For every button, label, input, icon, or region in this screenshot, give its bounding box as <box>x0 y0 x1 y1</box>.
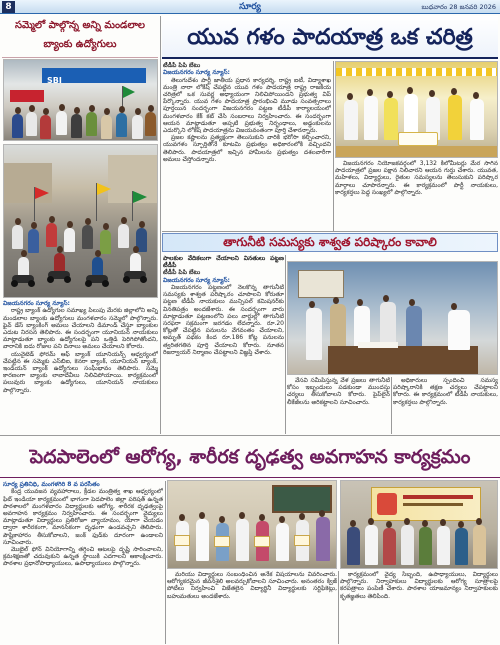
left-story-dateline: విజయనగరం సూర్య న్యూస్: <box>3 300 70 307</box>
health-story-below-photo-left <box>167 571 337 644</box>
cake <box>398 132 438 146</box>
photo-students-certificates <box>167 480 337 569</box>
paragraph: కార్యక్రమంలో వైద్య సిబ్బంది, ఉపాధ్యాయులు, విద్యార్థులు పాల్గొన్నారు. నిర్వాహకులు విద్యార్థులకు ఆరోగ్య సూత్రాలపై కరపత్రాలు పంపిణీ చేశారు. పాఠశాల యాజమాన్యం నిర్వాహకులకు కృతజ్ఞతలు తెలిపింది. <box>340 571 498 600</box>
story-separator <box>0 435 500 436</box>
student-figure <box>236 519 249 561</box>
lead-story-body <box>163 62 331 230</box>
water-story-below-photo-right <box>393 377 498 434</box>
person-figure <box>347 527 360 565</box>
issue-date: బుధవారం 28 జనవరి 2026 <box>421 3 496 11</box>
person-figure <box>40 115 51 139</box>
person-figure <box>86 112 97 136</box>
paragraph: మరియు విద్యార్థులు సంబంధించిన అనేక విషయాలను వివరించారు. ఆరోగ్యకరమైన జీవనశైలి అలవర్చుకోవాలని సూచించారు. అనంతరం క్విజ్ పోటీలు నిర్వహించి విజేతలైన విద్యార్థినీ విద్యార్థులకు సర్టిఫికెట్లు, బహుమతులు అందజేశారు. <box>167 571 337 600</box>
paragraph: తెలుగుదేశం పార్టీ జాతీయ ప్రధాన కార్యదర్శి, రాష్ట్ర ఐటీ, విద్యాశాఖ మంత్రి నారా లోకేష్ చేపట్టిన యువ గళం పాదయాత్ర రాష్ట్ర రాజకీయ చరిత్రలో ఒక సువర్ణ అధ్యాయంగా నిలిచిపోయిందని ప్రభుత్వ విప్ పేర్కొన్నారు. యువ గళం పాదయాత్ర ప్రారంభించి మూడు సంవత్సరాలు పూర్తయిన సందర్భంగా విజయనగరం పట్టణ టీడీపీ కార్యాలయంలో మంగళవారం కేక్ కట్ చేసి సంబరాలు నిర్వహించారు. ఈ సందర్భంగా ఆయన మాట్లాడుతూ అప్పటి ప్రభుత్వ నిర్బంధాలు, అడ్డంకులను ఎదుర్కొని లోకేష్ పాదయాత్రను విజయవంతంగా పూర్తి చేశారన్నారు. <box>163 76 331 135</box>
person-figure <box>401 525 414 565</box>
motorcycle <box>48 271 70 279</box>
seated-official-figure <box>448 310 470 350</box>
health-story-body <box>3 481 163 644</box>
bank-signboard-text: SBI <box>47 76 62 85</box>
union-flag <box>123 86 135 98</box>
person-figure <box>28 229 39 253</box>
column-rule <box>333 61 334 231</box>
paragraph: యునైటెడ్ ఫోరమ్ ఆఫ్ బ్యాంక్ యూనియన్స్ ఆధ్వర్యంలో చేపట్టిన ఈ సమ్మెకు ఎస్‌బిఐ, కెనరా బ్యాంక్, యూనియన్ బ్యాంక్, ఇండియన్ బ్యాంక్ ఉద్యోగులు సంఘీభావం తెలిపారు. సమ్మె కారణంగా బ్యాంకు లావాదేవీలు నిలిచిపోయాయి. కార్యక్రమంలో పలువురు బ్యాంకు ఉద్యోగులు, యూనియన్ నాయకులు పాల్గొన్నారు. <box>3 350 158 394</box>
left-headline-line-2: బ్యాంకు ఉద్యోగులు <box>43 39 117 50</box>
column-rule <box>165 481 166 644</box>
person-figure <box>56 111 67 135</box>
motorcycle <box>86 275 108 283</box>
person-figure <box>437 526 450 565</box>
paragraph: ప్రజల కష్టాలను ప్రత్యక్షంగా తెలుసుకుని వారికి భరోసా కల్పించారని, యువగళం స్ఫూర్తితోనే కూటమి ప్రభుత్వం అధికారంలోకి వచ్చిందని తెలిపారు. పాదయాత్రలో ఇచ్చిన హామీలను ప్రభుత్వం దశలవారీగా అమలు చేస్తోందన్నారు. <box>163 134 331 163</box>
column-rule <box>338 571 339 644</box>
person-figure <box>26 112 37 136</box>
paragraph: వేసవి సమీపిస్తున్న వేళ ప్రజలు తాగునీటి కోసం ఇబ్బందులు పడకుండా ముందస్తు చర్యలు తీసుకోవాలని కోరారు. పైప్‌లైన్ లీకేజీలను అరికట్టాలని సూచించారు. <box>287 377 390 406</box>
certificate <box>214 536 230 547</box>
person-figure <box>383 528 396 565</box>
masthead <box>0 0 500 14</box>
person-figure <box>100 230 111 254</box>
paragraph: విజయనగరం పట్టణంలో నెలకొన్న తాగునీటి సమస్యకు శాశ్వత పరిష్కారం చూపాలని కోరుతూ పట్టణ టీడీపీ నాయకులు మున్సిపల్ కమిషనర్‌కు వినతిపత్రం అందజేశారు. ఈ సందర్భంగా వారు మాట్లాడుతూ పట్టణంలోని పలు వార్డుల్లో తాగునీటి సరఫరా సక్రమంగా జరగడం లేదన్నారు. రూ.20 కోట్లతో చేపట్టిన పనులను వేగవంతం చేయాలని, అమృత్ పథకం కింద రూ.186 కోట్ల పనులను త్వరితగతిన పూర్తి చేయాలని కోరారు. నూతన రిజర్వాయర్ నిర్మాణం చేపట్టాలని విజ్ఞప్తి చేశారు. <box>163 284 284 356</box>
health-story-below-photo-right <box>340 571 498 644</box>
motorcycle <box>12 275 34 283</box>
certificate <box>174 535 190 546</box>
photo-bike-rally <box>3 144 158 298</box>
column-rule <box>285 255 286 434</box>
column-rule <box>160 16 161 434</box>
person-figure <box>448 95 462 140</box>
water-story-below-photo-left <box>287 377 390 434</box>
paragraph: మొబైల్ ఫోన్ వినియోగాన్ని తగ్గించి ఆటలపై దృష్టి సారించాలని, క్రమశిక్షణతో చదువుకుని ఉన్నత స్థాయికి ఎదగాలని ఆకాంక్షించారు. పాఠశాల ప్రధానోపాధ్యాయులు, ఉపాధ్యాయులు పాల్గొన్నారు. <box>3 546 163 568</box>
person-figure <box>344 100 358 140</box>
water-story-body <box>163 255 284 434</box>
person-figure <box>365 525 378 565</box>
left-story-body <box>3 300 158 432</box>
photo-bank-protest <box>3 59 158 141</box>
person-figure <box>132 115 143 139</box>
water-story-kicker: టీడీపీ పిపి బేటు <box>163 269 201 277</box>
student-figure <box>276 523 289 561</box>
person-figure <box>46 223 57 247</box>
certificate <box>294 535 310 546</box>
person-figure <box>101 115 112 139</box>
banner-graphic <box>403 503 463 506</box>
person-figure <box>364 96 378 140</box>
blackboard <box>272 485 332 513</box>
person-figure <box>64 228 75 252</box>
water-story-headline: తాగునీటి సమస్యకు శాశ్వత పరిష్కారం కావాలి <box>162 233 498 252</box>
rally-flag <box>97 183 111 195</box>
left-story-headline <box>2 16 158 58</box>
bank-signboard <box>42 68 146 83</box>
water-story-subhead: పాలకుల వేదికలుగా చేయాలని వినతులు పట్టణ టీడీపీ <box>163 255 284 270</box>
person-figure <box>118 224 129 248</box>
rally-flag <box>133 191 147 203</box>
paragraph: కేంద్ర యువజన వ్యవహారాలు, క్రీడల మంత్రిత్వ శాఖ ఆధ్వర్యంలో ఫిట్ ఇండియా కార్యక్రమంలో భాగంగా పెదపాలెం జిల్లా పరిషత్ ఉన్నత పాఠశాలలో మంగళవారం విద్యార్థులకు ఆరోగ్య, శారీరక దృఢత్వంపై అవగాహన కార్యక్రమం నిర్వహించారు. ఈ సందర్భంగా వైద్యులు మాట్లాడుతూ విద్యార్థులు ప్రతిరోజూ వ్యాయామం, యోగా చేయడం ద్వారా శారీరకంగా, మానసికంగా దృఢంగా ఉండవచ్చని తెలిపారు. పౌష్టికాహారం తీసుకోవాలని, జంక్ ఫుడ్‌కు దూరంగా ఉండాలని సూచించారు. <box>3 488 163 546</box>
paper-name: సూర్య <box>239 2 261 12</box>
person-figure <box>473 525 486 565</box>
column-rule <box>391 377 392 434</box>
protest-banner <box>10 90 44 102</box>
wall-notice-board <box>298 270 344 298</box>
office-desk <box>328 346 478 375</box>
table <box>336 146 498 158</box>
person-figure <box>470 99 484 140</box>
person-figure <box>384 98 398 140</box>
person-figure <box>12 225 23 249</box>
photo-cake-cutting <box>335 61 498 158</box>
rally-flag <box>35 187 49 199</box>
health-story-dateline: సూర్య ప్రతినిధి, మంగళగిరి 8 వ పరసీతం <box>3 481 100 488</box>
teacher-figure <box>316 517 330 561</box>
paragraph: అధికారులు స్పందించి సమస్య పరిష్కారానికి తక్షణ చర్యలు చేపట్టాలని కోరారు. ఈ కార్యక్రమంలో టీడీపీ నాయకులు, కార్యకర్తలు పాల్గొన్నారు. <box>393 377 498 406</box>
left-headline-line-1: సమ్మెలో పాల్గొన్న అన్ని మండలాల <box>14 20 146 31</box>
person-figure <box>71 114 82 138</box>
person-figure <box>306 308 322 360</box>
water-story-dateline: విజయనగరం సూర్య న్యూస్: <box>163 276 230 284</box>
certificate <box>254 536 270 547</box>
person-figure <box>455 528 468 565</box>
lead-story-headline: యువ గళం పాదయాత్ర ఒక చరిత్ర <box>162 16 498 59</box>
paragraph: విజయనగరం నియోజకవర్గంలో 3,132 కిలోమీటర్లు మేర సాగిన పాదయాత్రలో ప్రజల పక్షాన నిలిచారని ఆయన గుర్తు చేశారు. యువత, మహిళలు, విద్యార్థులు, రైతుల సమస్యలను తెలుసుకుని పరిష్కార మార్గాలు చూపారన్నారు. ఈ కార్యక్రమంలో పార్టీ నాయకులు, కార్యకర్తలు పెద్ద సంఖ్యలో పాల్గొన్నారు. <box>335 160 498 196</box>
health-story-headline: పెదపాలెంలో ఆరోగ్య, శారీరక దృఢత్వ అవగాహన కార్యక్రమం <box>0 437 500 478</box>
lead-story-kicker: టీడీపీ పిపి బేటు <box>163 62 201 69</box>
paragraph: రాష్ట్ర బ్యాంక్ ఉద్యోగుల సమాఖ్య పిలుపు మేరకు జిల్లాలోని అన్ని మండలాల బ్యాంకు ఉద్యోగులు మంగళవారం సమ్మెలో పాల్గొన్నారు. ఫైవ్ డేస్ బ్యాంకింగ్ అమలు చేయాలని డిమాండ్ చేస్తూ బ్యాంకుల ఎదుట నిరసన తెలిపారు. ఈ సందర్భంగా యూనియన్ నాయకులు మాట్లాడుతూ బ్యాంకు ఉద్యోగులపై పని ఒత్తిడి పెరిగిపోతోందని, వారానికి ఐదు రోజుల పని దినాలు అమలు చేయాలని కోరారు. <box>3 307 158 351</box>
page-number: 8 <box>2 1 15 13</box>
story-separator <box>162 231 498 232</box>
person-figure <box>82 225 93 249</box>
petition-papers <box>358 342 398 348</box>
decoration-garland <box>336 68 498 76</box>
lead-story-caption-column <box>335 160 498 230</box>
motorcycle <box>124 271 146 279</box>
person-figure <box>116 113 127 137</box>
lead-story-dateline: విజయనగరం సూర్య న్యూస్: <box>163 69 230 77</box>
person-figure <box>12 114 23 138</box>
photo-group-with-banner <box>340 480 498 569</box>
student-figure <box>196 519 209 561</box>
banner-graphic <box>403 495 473 499</box>
person-figure <box>419 527 432 565</box>
banner-graphic <box>377 493 397 515</box>
photo-petition-meeting <box>287 261 498 375</box>
person-figure <box>145 112 156 136</box>
